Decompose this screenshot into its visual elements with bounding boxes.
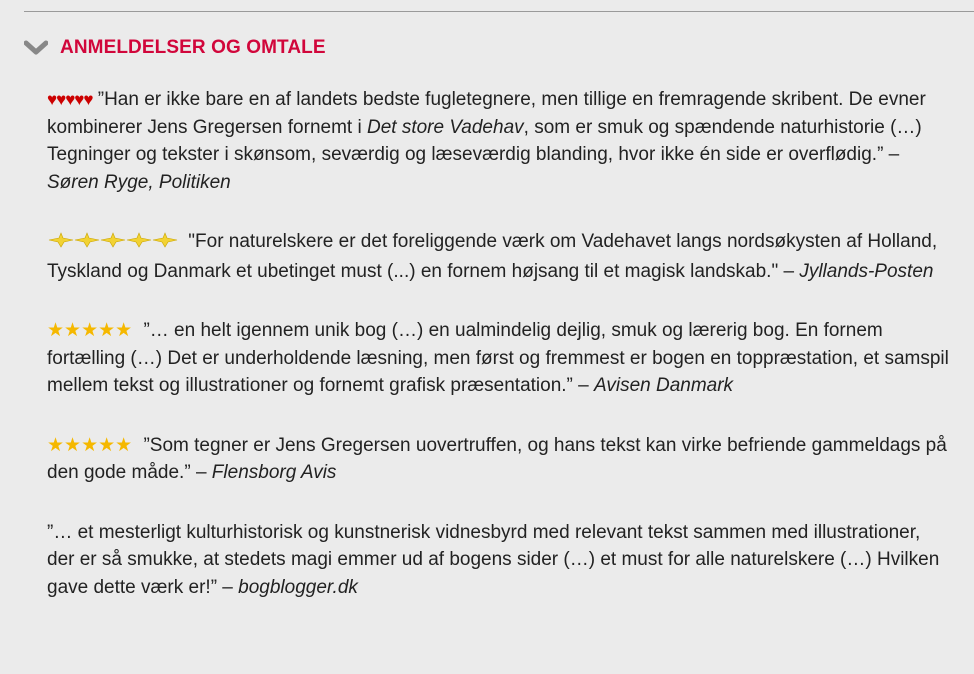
book-title: Det store Vadehav: [366, 116, 524, 138]
section-title: ANMELDELSER OG OMTALE: [60, 37, 326, 58]
heart-rating-icon: ♥♥♥♥♥: [47, 90, 93, 109]
sparkle-stars-icon: [47, 230, 179, 258]
star-rating-icon: ★★★★★: [47, 434, 133, 456]
review-source: Søren Ryge, Politiken: [47, 171, 231, 193]
review-item: ”… et mesterligt kulturhistorisk og kunstnerisk vidnesbyrd med relevant tekst sammen med illustrationer, der er så smukke, at stedets magi emmer ud af bogens sider (…) et must for alle naturelskere (…) Hvilken gave dette værk er!” – bogblogger.dk: [47, 521, 940, 598]
review-item: ♥♥♥♥♥ ”Han er ikke bare en af landets bedste fugletegnere, men tillige en fremragende skribent. De evner kombinerer Jens Gregersen fornemt i Det store Vadehav, som er smuk og spændende naturhistorie (…) Tegninger og tekster i skønsom, seværdig og læseværdig blanding, hvor ikke én side er overflødig.” – Søren Ryge, Politiken: [47, 89, 926, 193]
chevron-down-icon[interactable]: [24, 36, 48, 60]
review-source: Jyllands-Posten: [799, 260, 934, 282]
star-rating-icon: ★★★★★: [47, 320, 133, 341]
reviews-section-toggle[interactable]: [24, 36, 326, 60]
review-source: Flensborg Avis: [211, 462, 337, 483]
review-item: ★★★★★ ”… en helt igennem unik bog (…) en ualmindelig dejlig, smuk og lærerig bog. En fornem fortælling (…) Det er underholdende læsning, men først og fremmest er bogen en toppræstation, et samspil mellem tekst og illustrationer og fornemt grafisk præsentation.” – Avisen Danmark: [47, 320, 949, 396]
review-source: bogblogger.dk: [238, 576, 358, 598]
review-item: "For naturelskere er det foreliggende værk om Vadehavet langs nordsøkysten af Holland, Tyskland og Danmark et ubetinget must (...) en fornem højsang til et magisk landskab." – Jyllands-Posten: [47, 231, 938, 282]
review-item: ★★★★★ ”Som tegner er Jens Gregersen uovertruffen, og hans tekst kan virke befriende gammeldags på den gode måde.” – Flensborg Avis: [47, 434, 947, 483]
divider: [24, 11, 974, 12]
review-source: Avisen Danmark: [594, 375, 734, 396]
reviews-list: [47, 86, 952, 633]
